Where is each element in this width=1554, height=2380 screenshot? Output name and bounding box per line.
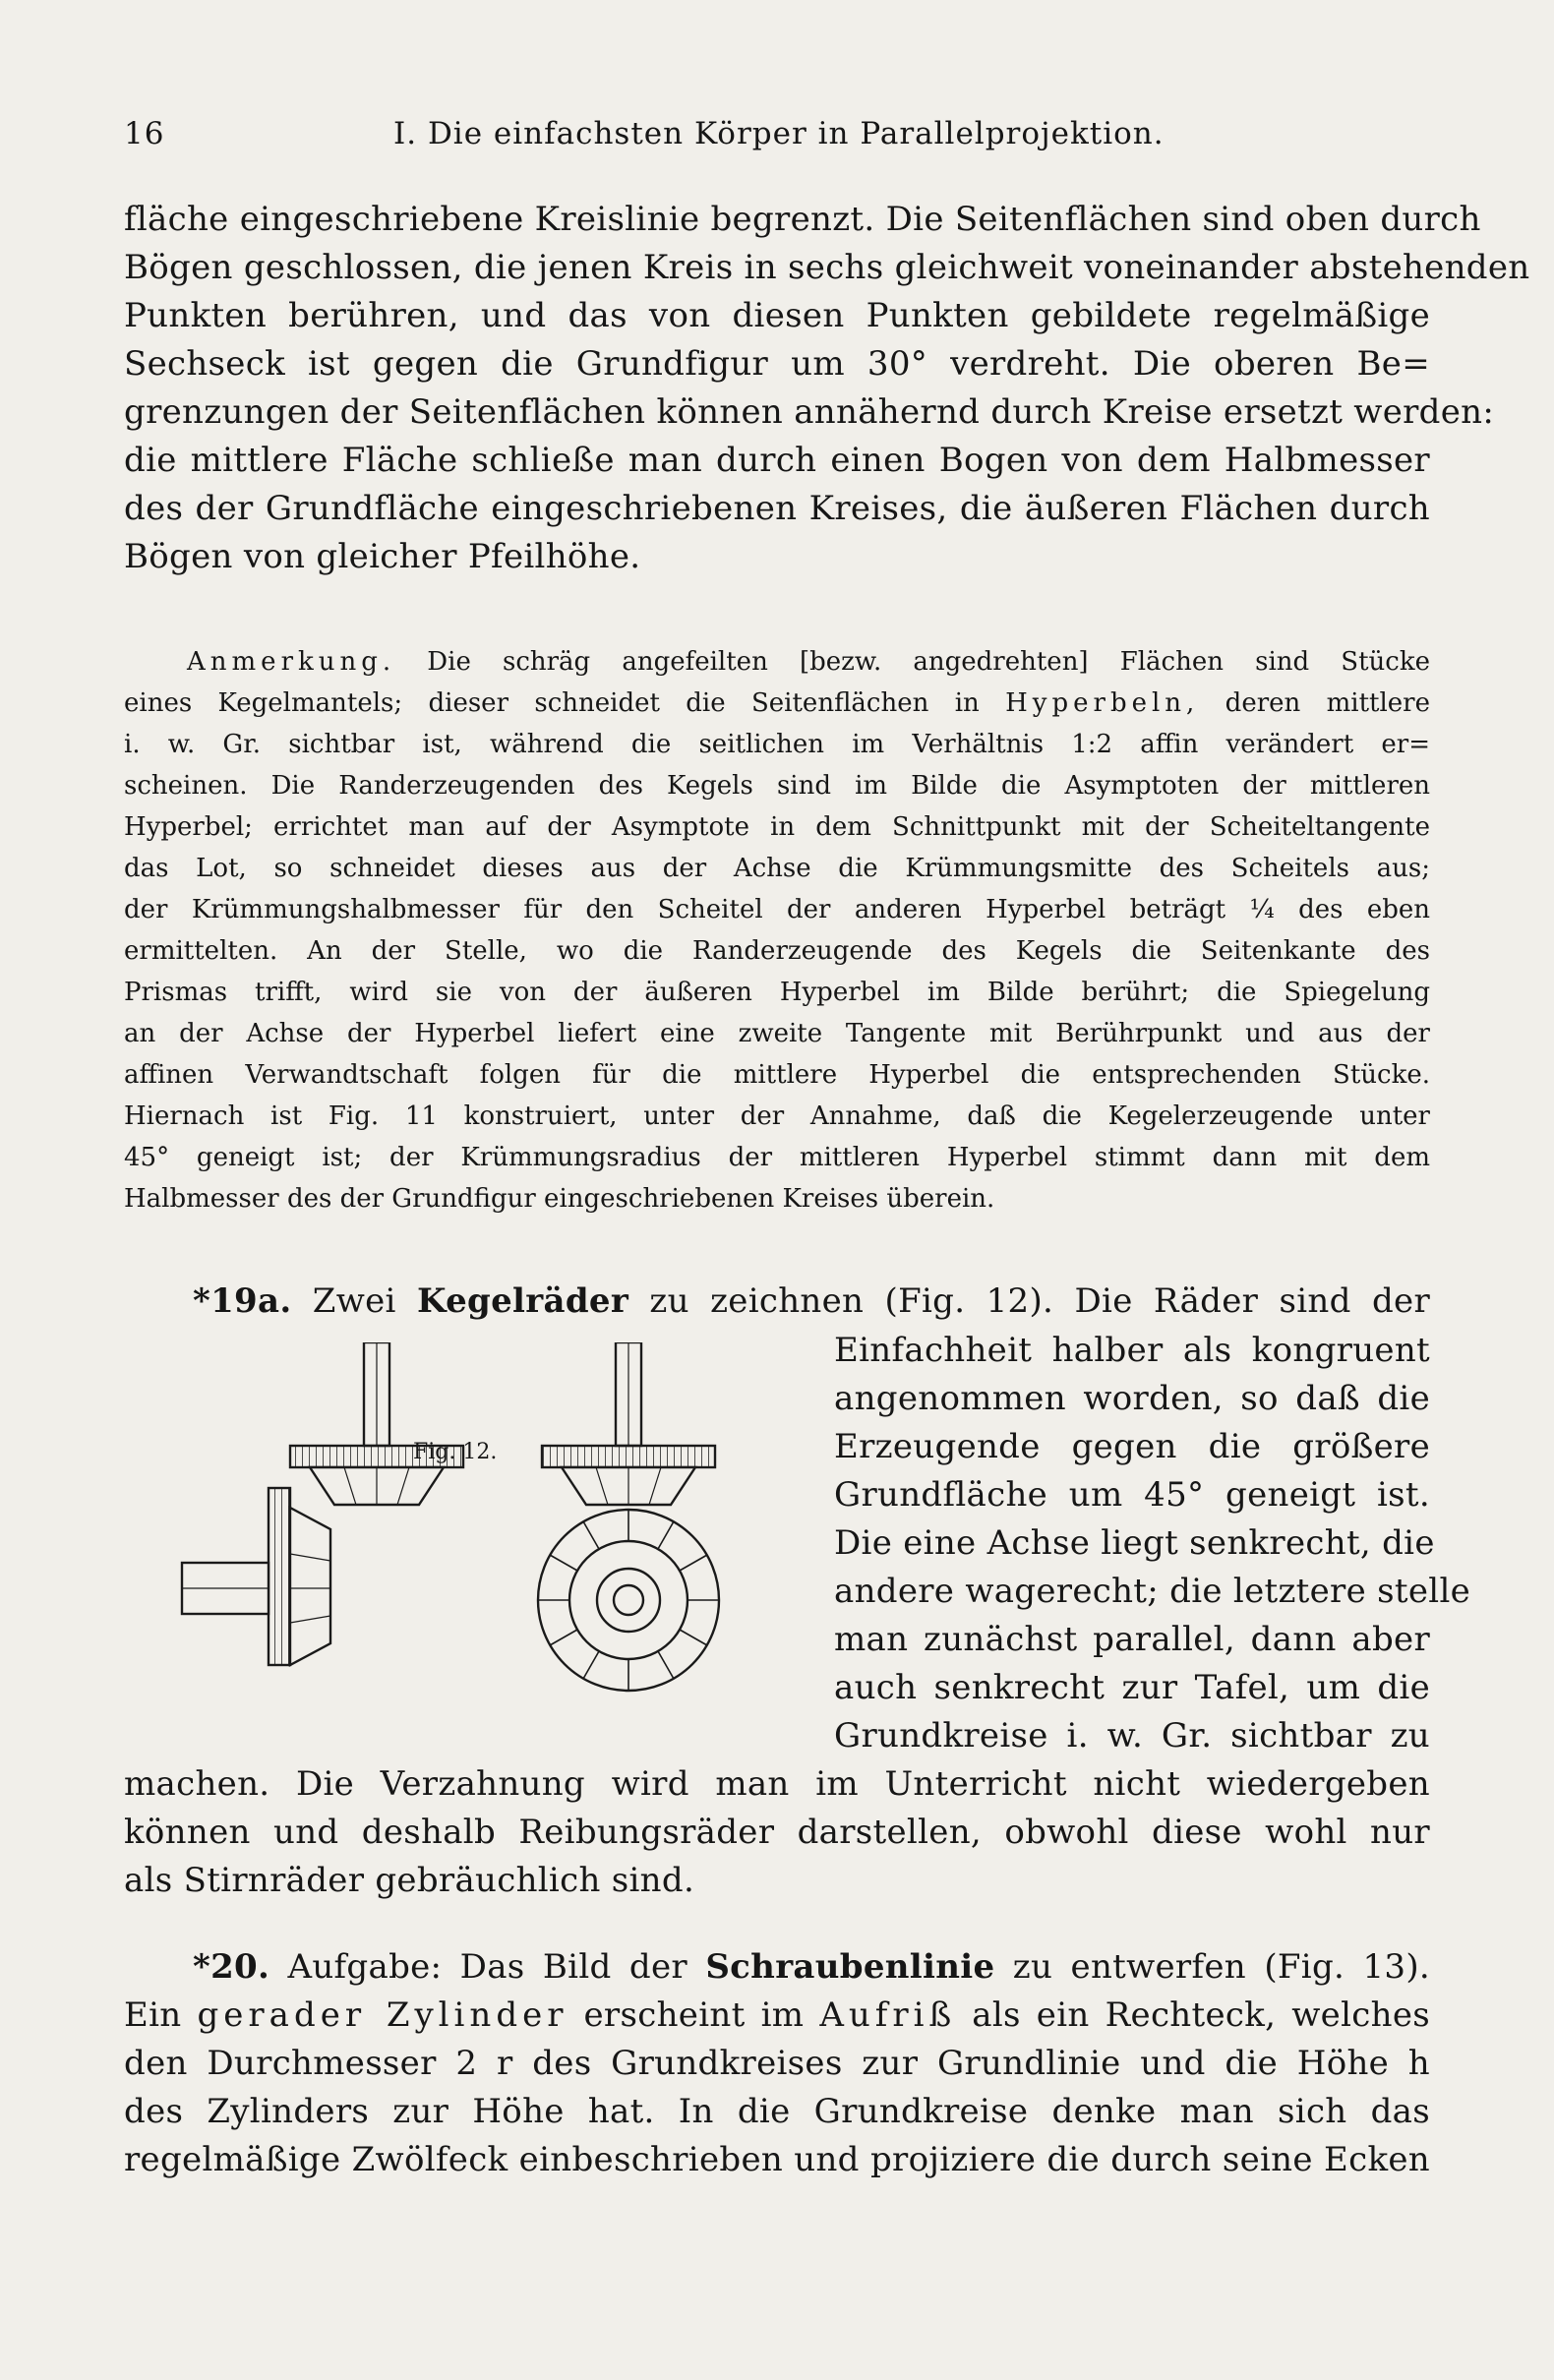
note-line: scheinen. Die Randerzeugenden des Kegels sind im Bilde die Asymptoten der mittleren (124, 771, 1430, 801)
section-keyword: Schraubenlinie (705, 1947, 995, 1987)
section-keyword: Kegelräder (417, 1281, 629, 1321)
note-line: i. w. Gr. sichtbar ist, während die seitlichen im Verhältnis 1:2 affin verändert er= (124, 730, 1430, 759)
note-line: Hyperbel; errichtet man auf der Asymptote in dem Schnittpunkt mit der Scheiteltangente (124, 812, 1430, 842)
note-line: der Krümmungshalbmesser für den Scheitel der anderen Hyperbel beträgt ¼ des eben (124, 895, 1430, 924)
section-number: *19a. (193, 1281, 292, 1321)
body-line: auch senkrecht zur Tafel, um die (834, 1668, 1430, 1707)
body-line: angenommen worden, so daß die (834, 1379, 1430, 1418)
note-line: das Lot, so schneidet dieses aus der Achse die Krümmungsmitte des Scheitels aus; (124, 854, 1430, 883)
section-20-heading: *20. Aufgabe: Das Bild der Schraubenlinie zu entwerfen (Fig. 13). (193, 1947, 1431, 1987)
running-title: I. Die einfachsten Körper in Parallelprojektion. (393, 116, 1165, 151)
emphasis-term: Hyperbeln, (1005, 688, 1200, 718)
body-line: regelmäßige Zwölfeck einbeschrieben und projiziere die durch seine Ecken (124, 2140, 1430, 2179)
figure-12-bevel-gears (157, 1342, 797, 1755)
body-line: fläche eingeschriebene Kreislinie begrenzt. Die Seitenflächen sind oben durch (124, 200, 1481, 239)
body-line: grenzungen der Seitenflächen können annähernd durch Kreise ersetzt werden: (124, 392, 1495, 432)
body-line: die mittlere Fläche schließe man durch einen Bogen von dem Halbmesser (124, 441, 1430, 480)
body-line: Sechseck ist gegen die Grundfigur um 30° verdreht. Die oberen Be= (124, 344, 1430, 384)
note-line: Prismas trifft, wird sie von der äußeren Hyperbel im Bilde berührt; die Spiegelung (124, 978, 1430, 1007)
body-line: Bögen von gleicher Pfeilhöhe. (124, 537, 641, 576)
note-label: Anmerkung. (187, 647, 396, 677)
note-line: Hiernach ist Fig. 11 konstruiert, unter der Annahme, daß die Kegelerzeugende unter (124, 1101, 1430, 1131)
page-header (124, 116, 1430, 155)
emphasis-term: gerader Zylinder (197, 1995, 568, 2035)
note-line: an der Achse der Hyperbel liefert eine zweite Tangente mit Berührpunkt und aus der (124, 1019, 1430, 1048)
body-line: Die eine Achse liegt senkrecht, die (834, 1523, 1435, 1563)
emphasis-term: Aufriß (819, 1995, 957, 2035)
body-line: Einfachheit halber als kongruent (834, 1331, 1430, 1370)
note-line: ermittelten. An der Stelle, wo die Randerzeugende des Kegels die Seitenkante des (124, 936, 1430, 966)
body-line: Erzeugende gegen die größere (834, 1427, 1430, 1466)
body-line: Grundfläche um 45° geneigt ist. (834, 1475, 1430, 1515)
body-line: Grundkreise i. w. Gr. sichtbar zu (834, 1716, 1430, 1755)
section-19a-heading: *19a. Zwei Kegelräder zu zeichnen (Fig. 12). Die Räder sind der (193, 1281, 1431, 1321)
section-number: *20. (193, 1947, 270, 1987)
body-line: Bögen geschlossen, die jenen Kreis in sechs gleichweit voneinander abstehenden (124, 248, 1530, 287)
figure-caption: Fig. 12. (413, 1440, 498, 1464)
body-line: den Durchmesser 2 r des Grundkreises zur Grundlinie und die Höhe h (124, 2044, 1430, 2083)
body-line: Punkten berühren, und das von diesen Punkten gebildete regelmäßige (124, 296, 1430, 335)
note-line: eines Kegelmantels; dieser schneidet die Seitenflächen in Hyperbeln, deren mittlere (124, 688, 1430, 718)
body-line: man zunächst parallel, dann aber (834, 1620, 1430, 1659)
note-line: 45° geneigt ist; der Krümmungsradius der mittleren Hyperbel stimmt dann mit dem (124, 1143, 1430, 1172)
body-line: können und deshalb Reibungsräder darstellen, obwohl diese wohl nur (124, 1813, 1430, 1852)
note-line: Anmerkung. Die schräg angefeilten [bezw. angedrehten] Flächen sind Stücke (187, 647, 1431, 677)
body-line: des der Grundfläche eingeschriebenen Kreises, die äußeren Flächen durch (124, 489, 1430, 528)
body-line: als Stirnräder gebräuchlich sind. (124, 1861, 695, 1900)
note-line: Halbmesser des der Grundfigur eingeschriebenen Kreises überein. (124, 1184, 995, 1214)
page-number: 16 (124, 116, 165, 151)
body-line: machen. Die Verzahnung wird man im Unterricht nicht wiedergeben (124, 1764, 1430, 1804)
body-line: Ein gerader Zylinder erscheint im Aufriß als ein Rechteck, welches (124, 1995, 1430, 2035)
note-line: affinen Verwandtschaft folgen für die mittlere Hyperbel die entsprechenden Stücke. (124, 1060, 1430, 1090)
body-line: andere wagerecht; die letztere stelle (834, 1572, 1471, 1611)
body-line: des Zylinders zur Höhe hat. In die Grundkreise denke man sich das (124, 2092, 1430, 2131)
